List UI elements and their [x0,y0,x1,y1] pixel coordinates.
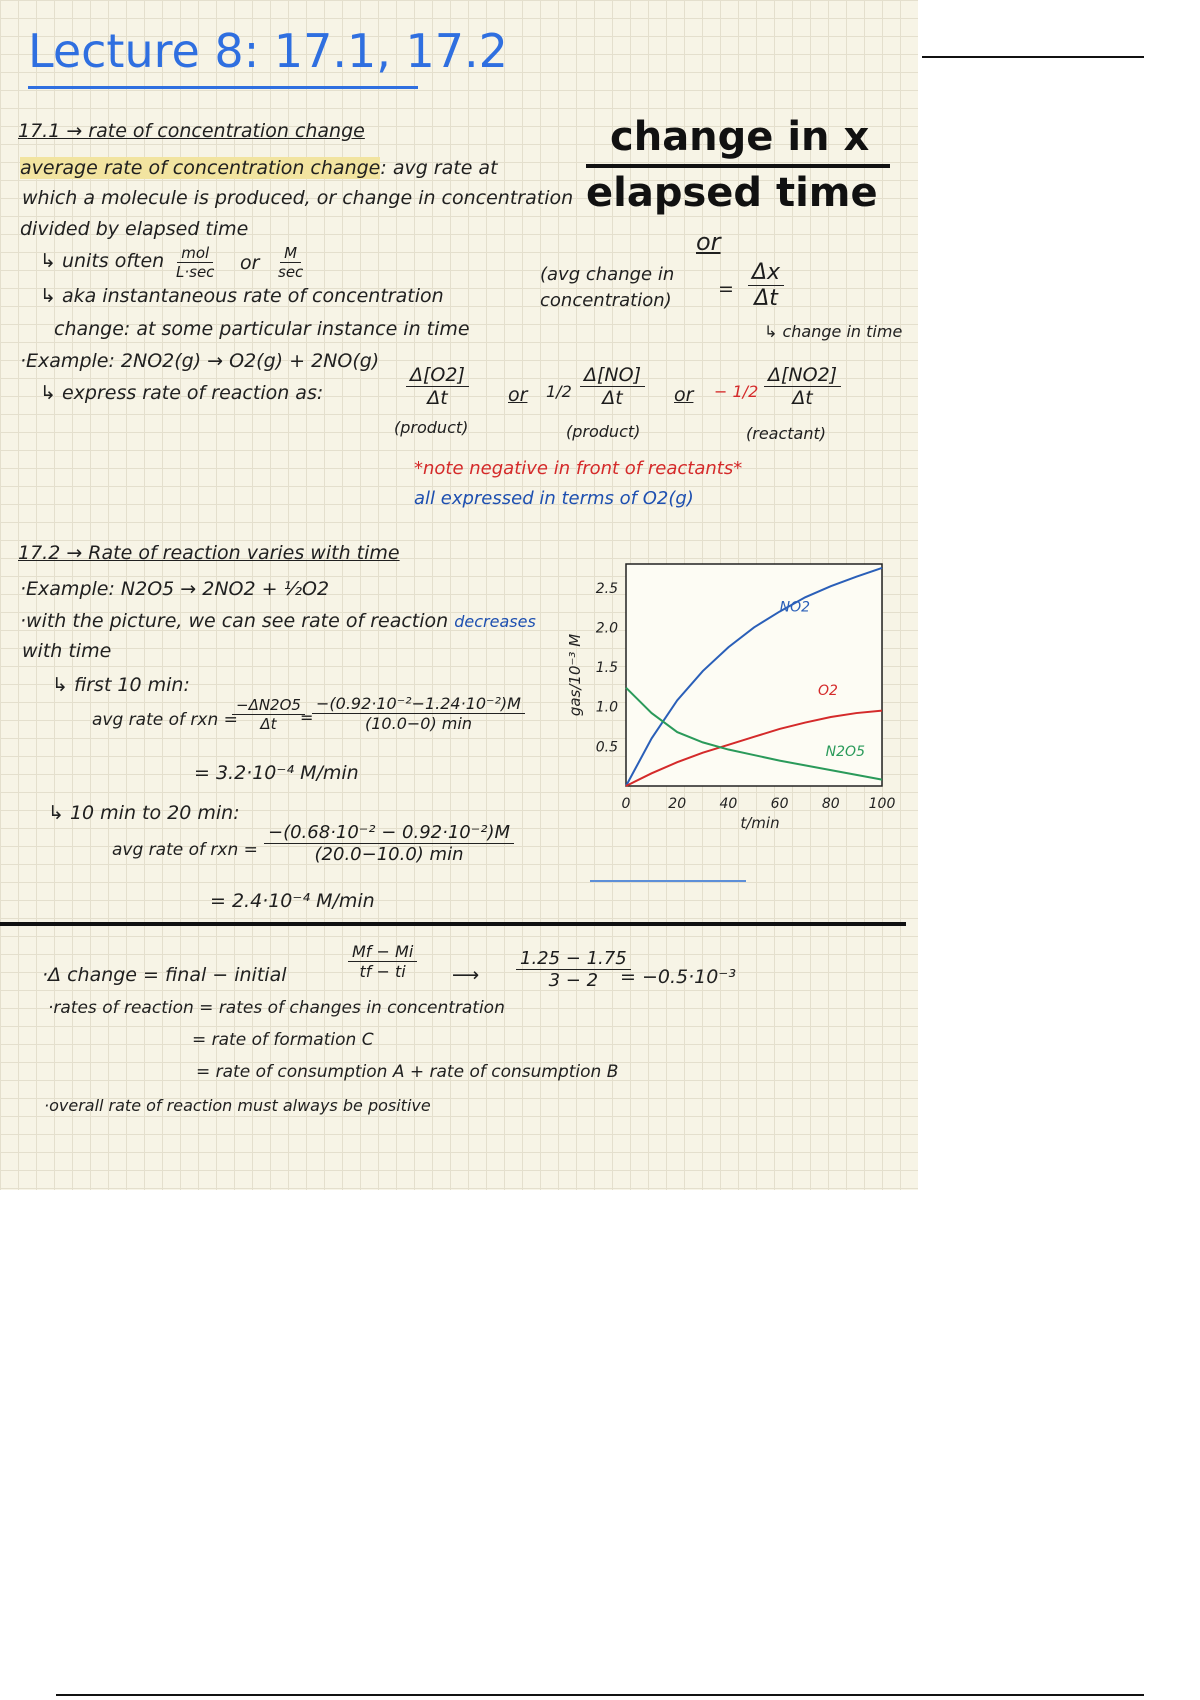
section2-heading: 17.2 → Rate of reaction varies with time [18,542,400,564]
or-word-1: or [508,384,528,406]
aka-line-1: ↳ aka instantaneous rate of concentration [40,285,444,307]
y-tick-label: 1.0 [595,699,618,716]
with-picture-line: ·with the picture, we can see rate of reaction decreases [20,610,536,632]
y-tick-label: 2.5 [595,580,618,597]
definition-line-3: divided by elapsed time [20,218,249,240]
delta-change-line: ·Δ change = final − initial [42,964,287,986]
change-in-time-note: ↳ change in time [764,322,903,341]
y-tick-label: 1.5 [595,660,618,677]
mf-mi-fraction: $\frac{Mf - Mi}{tf - ti}$ [348,942,417,981]
y-tick-label: 0.5 [595,739,618,756]
bottom-rule [56,1694,1144,1696]
dx-dt-fraction: $\frac{\Delta x}{\Delta t}$ [748,260,784,311]
product-label-2: (product) [566,422,641,441]
units-frac-m: M sec [278,244,304,281]
or-word-2: or [674,384,694,406]
rate-fraction-o2: $\frac{\Delta[O2]}{\Delta t}$ [406,364,469,409]
page-title: Lecture 8: 17.1, 17.2 [28,24,508,78]
example-n2o5: ·Example: N2O5 → 2NO2 + ½O2 [20,578,330,600]
with-time: with time [22,640,112,662]
reactant-label: (reactant) [746,424,826,443]
definition-line-2: which a molecule is produced, or change in concentration [22,187,574,209]
units-frac-mol: mol L·sec [176,244,215,281]
avg-calc-fraction-2: −(0.68·10⁻² − 0.92·10⁻²)M (20.0−10.0) min [264,822,514,865]
series-label-no2: NO2 [779,599,811,616]
avg-eq-1: = [300,708,314,727]
rate-fraction-no: $\frac{\Delta[NO]}{\Delta t}$ [580,364,645,409]
units-or: or [240,252,260,274]
concentration-chart [556,556,896,846]
avg-rate-label-2: avg rate of rxn = [112,840,258,860]
delta-result: = −0.5·10⁻³ [620,966,736,988]
rates-line: ·rates of reaction = rates of changes in concentration [48,998,505,1018]
aka-line-2: change: at some particular instance in time [54,318,470,340]
x-tick-label: 40 [719,796,738,812]
series-label-o2: O2 [818,682,838,699]
coef-neg-half: − 1/2 [714,382,759,401]
decreases-word: decreases [454,612,536,631]
series-label-n2o5: N2O5 [825,743,865,760]
express-rate-text: ↳ express rate of reaction as: [40,382,324,404]
first-10-min: ↳ first 10 min: [52,674,190,696]
formation-line: = rate of formation C [192,1030,374,1050]
x-tick-label: 60 [770,796,789,812]
x-tick-label: 100 [868,796,896,812]
section-divider [0,922,906,926]
blue-stroke [590,880,746,882]
x-tick-label: 0 [621,796,631,812]
coef-half-1: 1/2 [546,382,572,401]
y-axis-label: gas/10⁻³ M [566,633,584,717]
equals-sign: = [718,278,734,300]
x-tick-label: 80 [821,796,840,812]
avg-change-line-2: concentration) [540,290,672,311]
x-axis-label: t/min [740,814,780,832]
section1-heading: 17.1 → rate of concentration change [18,120,365,142]
x-tick-label: 20 [668,796,687,812]
big-fraction-bar [586,164,890,168]
avg-rate-label-1: avg rate of rxn = [92,710,238,730]
definition-line [20,157,498,179]
avg-result-1: = 3.2·10⁻⁴ M/min [194,762,359,784]
overall-line: ·overall rate of reaction must always be positive [44,1096,431,1115]
avg-result-2: = 2.4·10⁻⁴ M/min [210,890,375,912]
product-label-1: (product) [394,418,469,437]
consumption-line: = rate of consumption A + rate of consumption B [196,1062,619,1082]
top-right-rule [922,56,1144,58]
highlighted-term: average rate of concentration change [20,157,381,179]
example-reaction: ·Example: 2NO2(g) → O2(g) + 2NO(g) [20,350,380,372]
title-underline [28,86,418,89]
arrow-2: ⟶ [452,964,480,986]
delta-n2o5-fraction: $\frac{-\Delta N2O5}{\Delta t}$ [232,696,305,733]
y-tick-label: 2.0 [595,620,618,637]
change-in-x: change in x [610,114,870,160]
rate-fraction-no2: $\frac{\Delta[NO2]}{\Delta t}$ [764,364,841,409]
ten-to-twenty: ↳ 10 min to 20 min: [48,802,240,824]
note-negative: *note negative in front of reactants* [414,458,743,479]
avg-change-line-1: (avg change in [540,264,675,285]
or-word-box: or [696,228,721,256]
units-text: ↳ units often [40,250,165,272]
numeric-fraction: $\frac{1.25 - 1.75}{3 - 2}$ [516,948,631,991]
note-expressed: all expressed in terms of O2(g) [414,488,694,509]
elapsed-time: elapsed time [586,170,878,216]
avg-calc-fraction-1: −(0.92·10⁻²−1.24·10⁻²)M (10.0−0) min [312,694,525,733]
definition-rest: : avg rate at [380,157,498,179]
